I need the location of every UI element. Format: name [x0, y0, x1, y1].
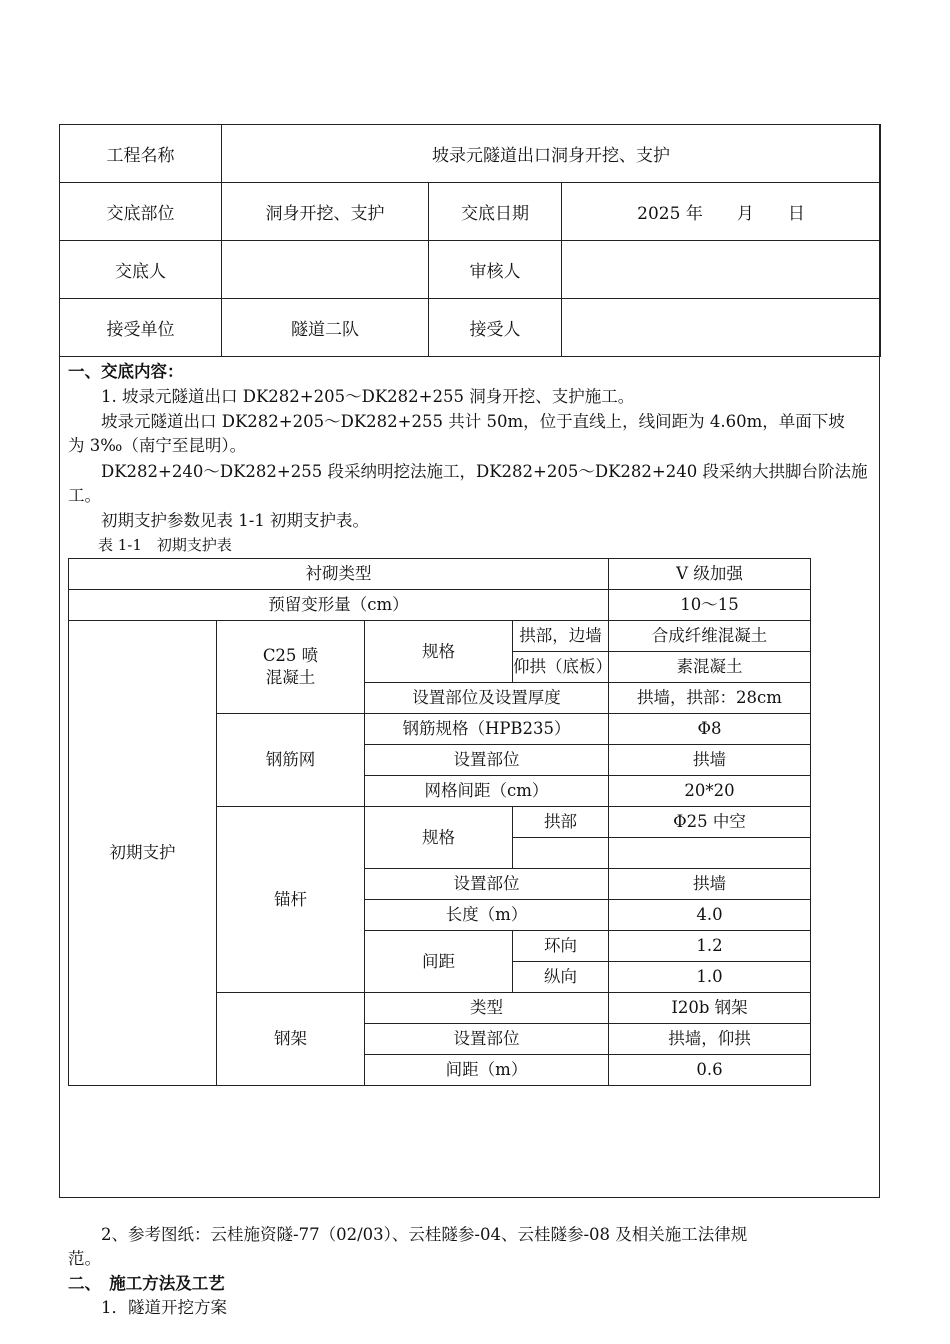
- hoop-value: 1.2: [609, 931, 811, 962]
- paragraph-6: 1．隧道开挖方案: [68, 1298, 227, 1317]
- anchor-label: 锚杆: [217, 807, 365, 993]
- rebar-spec-label: 钢筋规格（HPB235）: [365, 714, 609, 745]
- longi-value: 1.0: [609, 962, 811, 993]
- table-row: [69, 559, 811, 590]
- date-value: 2025 年 月 日: [562, 183, 881, 241]
- anchor-length-value: 4.0: [609, 900, 811, 931]
- frame-position-value: 拱墙，仰拱: [609, 1024, 811, 1055]
- frame-position-label: 设置部位: [365, 1024, 609, 1055]
- part-value: 洞身开挖、支护: [222, 183, 429, 241]
- frame-spacing-value: 0.6: [609, 1055, 811, 1086]
- section1-title: 一、交底内容：: [68, 362, 184, 381]
- unit-label: 接受单位: [60, 299, 222, 357]
- table-row: [69, 621, 811, 652]
- hoop-label: 环向: [513, 931, 609, 962]
- empty-cell: [513, 838, 609, 869]
- receiver-value: [562, 299, 881, 357]
- frame-type-label: 类型: [365, 993, 609, 1024]
- paragraph-3a: DK282+240～DK282+255 段采纳明挖法施工，DK282+205～DK282+240 段采纳大拱脚台阶法施: [68, 462, 868, 481]
- empty-cell: [609, 838, 811, 869]
- receiver-label: 接受人: [429, 299, 562, 357]
- anchor-position-label: 设置部位: [365, 869, 609, 900]
- steel-frame-label: 钢架: [217, 993, 365, 1086]
- paragraph-4: 初期支护参数见表 1-1 初期支护表。: [68, 511, 370, 530]
- lining-type-value: V 级加强: [609, 559, 811, 590]
- anchor-arch-label: 拱部: [513, 807, 609, 838]
- deform-value: 10～15: [609, 590, 811, 621]
- arch-wall-value: 合成纤维混凝土: [609, 621, 811, 652]
- lining-type-label: 衬砌类型: [69, 559, 609, 590]
- support-table: [68, 558, 811, 1086]
- mesh-position-value: 拱墙: [609, 745, 811, 776]
- anchor-spacing-label: 间距: [365, 931, 513, 993]
- table-caption: 表 1-1 初期支护表: [68, 536, 232, 554]
- header-table: [59, 124, 881, 357]
- table-row: [69, 590, 811, 621]
- person-label: 交底人: [60, 241, 222, 299]
- invert-value: 素混凝土: [609, 652, 811, 683]
- paragraph-5a: 2、参考图纸：云桂施资隧-77（02/03）、云桂隧参-04、云桂隧参-08 及相关施工法律规: [68, 1225, 748, 1244]
- position-thickness-value: 拱墙，拱部：28cm: [609, 683, 811, 714]
- header-row-project: [60, 125, 881, 183]
- part-label: 交底部位: [60, 183, 222, 241]
- position-thickness-label: 设置部位及设置厚度: [365, 683, 609, 714]
- anchor-position-value: 拱墙: [609, 869, 811, 900]
- shotcrete-text: C25 喷 混凝土: [262, 646, 319, 687]
- header-row-part: [60, 183, 881, 241]
- document-frame: [59, 124, 880, 1317]
- unit-value: 隧道二队: [222, 299, 429, 357]
- rebar-spec-value: Φ8: [609, 714, 811, 745]
- anchor-spec-value: Φ25 中空: [609, 807, 811, 838]
- mesh-label: 钢筋网: [217, 714, 365, 807]
- mesh-spacing-value: 20*20: [609, 776, 811, 807]
- mesh-spacing-label: 网格间距（cm）: [365, 776, 609, 807]
- anchor-length-label: 长度（m）: [365, 900, 609, 931]
- paragraph-2a: 坡录元隧道出口 DK282+205～DK282+255 共计 50m，位于直线上，线间距为 4.60m，单面下坡: [68, 412, 845, 431]
- paragraph-3b: 工。: [68, 486, 101, 505]
- project-name-value: 坡录元隧道出口洞身开挖、支护: [222, 125, 881, 183]
- date-label: 交底日期: [429, 183, 562, 241]
- deform-label: 预留变形量（cm）: [69, 590, 609, 621]
- frame-type-value: I20b 钢架: [609, 993, 811, 1024]
- longi-label: 纵向: [513, 962, 609, 993]
- section2-title: 二、 施工方法及工艺: [68, 1274, 225, 1293]
- anchor-spec-label: 规格: [365, 807, 513, 869]
- header-row-person: [60, 241, 881, 299]
- arch-wall-label: 拱部，边墙: [513, 621, 609, 652]
- project-name-label: 工程名称: [60, 125, 222, 183]
- reviewer-label: 审核人: [429, 241, 562, 299]
- shotcrete-spec-label: 规格: [365, 621, 513, 683]
- paragraph-5b: 范。: [68, 1249, 101, 1268]
- shotcrete-label: [217, 621, 365, 714]
- paragraph-1: 1. 坡录元隧道出口 DK282+205～DK282+255 洞身开挖、支护施工。: [68, 387, 635, 406]
- paragraph-2b: 为 3‰（南宁至昆明）。: [68, 436, 247, 455]
- person-value: [222, 241, 429, 299]
- header-row-unit: [60, 299, 881, 357]
- invert-label: 仰拱（底板）: [513, 652, 609, 683]
- mesh-position-label: 设置部位: [365, 745, 609, 776]
- initial-support-label: 初期支护: [69, 621, 217, 1086]
- reviewer-value: [562, 241, 881, 299]
- frame-spacing-label: 间距（m）: [365, 1055, 609, 1086]
